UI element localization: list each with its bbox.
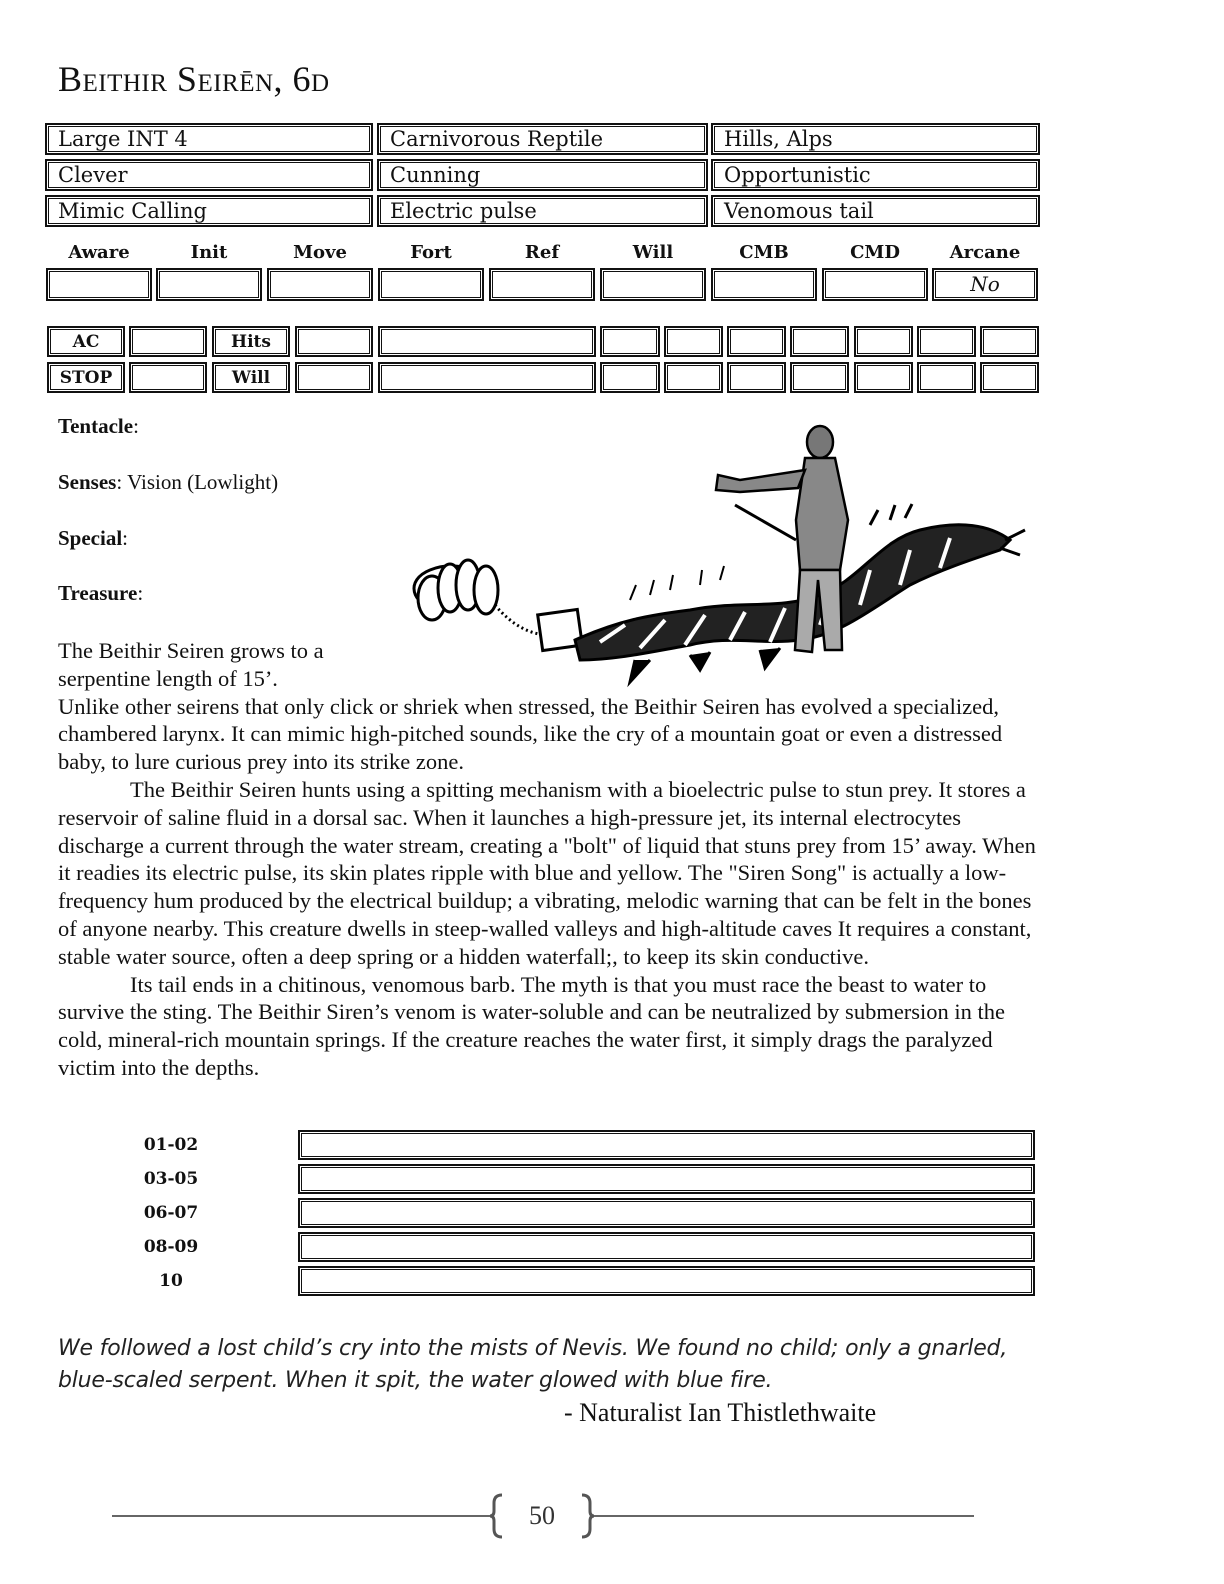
field-treasure-label: Treasure — [58, 581, 138, 605]
ac-value[interactable] — [129, 326, 207, 357]
hits-track-box[interactable] — [664, 326, 723, 357]
field-senses-label: Senses — [58, 470, 117, 494]
stat-value-cmd[interactable] — [822, 268, 928, 301]
will-track-box[interactable] — [980, 362, 1039, 393]
description-line-1: The Beithir Seiren grows to a — [58, 638, 324, 663]
info-ability-1: Mimic Calling — [45, 195, 373, 227]
field-senses-value: Vision (Lowlight) — [127, 470, 279, 494]
will-track-box[interactable] — [600, 362, 660, 393]
will-track-box[interactable] — [664, 362, 723, 393]
roll-entry-box[interactable] — [298, 1198, 1035, 1228]
info-trait-1: Clever — [45, 159, 373, 191]
info-type: Carnivorous Reptile — [377, 123, 708, 155]
roll-label: 10 — [159, 1271, 183, 1291]
field-special: Special: — [58, 526, 129, 550]
stat-label-move: Move — [293, 242, 347, 263]
field-senses: Senses: Vision (Lowlight) — [58, 470, 279, 494]
description-paragraph-1: Unlike other seirens that only click or shriek when stressed, the Beithir Seiren has evolved a specialized, chambered larynx. It can mimic high-pitched sounds, like the cry of a mountain goat or even a distressed baby, to lure curious prey into its strike zone. — [58, 693, 1003, 775]
will-track-box[interactable] — [854, 362, 913, 393]
will-track-box[interactable] — [790, 362, 849, 393]
stat-label-cmd: CMD — [850, 242, 900, 263]
will-value[interactable] — [295, 362, 373, 393]
info-terrain: Hills, Alps — [711, 123, 1040, 155]
hits-track-box[interactable] — [727, 326, 786, 357]
stat-label-fort: Fort — [410, 242, 452, 263]
info-ability-3: Venomous tail — [711, 195, 1040, 227]
will-label: Will — [212, 362, 290, 393]
field-tentacle: Tentacle: — [58, 414, 139, 438]
roll-entry-box[interactable] — [298, 1164, 1035, 1194]
hits-track-wide[interactable] — [378, 326, 596, 357]
quote-line-1: We followed a lost child’s cry into the mists of Nevis. We found no child; only a gnarled, — [58, 1336, 1008, 1361]
footer-rule-left — [112, 1515, 494, 1517]
stat-value-aware[interactable] — [46, 268, 152, 301]
stat-value-init[interactable] — [156, 268, 262, 301]
roll-entry-box[interactable] — [298, 1266, 1035, 1296]
stat-value-cmb[interactable] — [711, 268, 817, 301]
info-size-int: Large INT 4 — [45, 123, 373, 155]
roll-entry-box[interactable] — [298, 1232, 1035, 1262]
roll-label: 08-09 — [143, 1237, 199, 1257]
description-line-2: serpentine length of 15’. — [58, 665, 278, 691]
roll-entry-box[interactable] — [298, 1130, 1035, 1160]
stop-value[interactable] — [129, 362, 207, 393]
field-tentacle-label: Tentacle — [58, 414, 134, 438]
quote-line-2: blue-scaled serpent. When it spit, the water glowed with blue fire. — [58, 1368, 773, 1393]
stat-label-cmb: CMB — [739, 242, 789, 263]
stat-label-init: Init — [190, 242, 228, 263]
hits-label: Hits — [212, 326, 290, 357]
hits-track-box[interactable] — [600, 326, 660, 357]
hits-value[interactable] — [295, 326, 373, 357]
stat-value-fort[interactable] — [378, 268, 484, 301]
stat-value-arcane[interactable]: No — [932, 268, 1038, 301]
will-track-wide[interactable] — [378, 362, 596, 393]
field-special-label: Special — [58, 526, 123, 550]
info-trait-2: Cunning — [377, 159, 708, 191]
info-trait-3: Opportunistic — [711, 159, 1040, 191]
info-ability-2: Electric pulse — [377, 195, 708, 227]
roll-label: 03-05 — [143, 1169, 199, 1189]
stat-label-arcane: Arcane — [949, 242, 1021, 263]
field-treasure: Treasure: — [58, 581, 144, 605]
hits-track-box[interactable] — [917, 326, 976, 357]
footer-rule-right — [590, 1515, 974, 1517]
hits-track-box[interactable] — [980, 326, 1039, 357]
stat-label-will: Will — [632, 242, 674, 263]
hits-track-box[interactable] — [854, 326, 913, 357]
stat-label-ref: Ref — [524, 242, 560, 263]
stat-value-will[interactable] — [600, 268, 706, 301]
stat-label-aware: Aware — [68, 242, 130, 263]
stat-value-ref[interactable] — [489, 268, 595, 301]
stop-label: STOP — [47, 362, 125, 393]
page-number: 50 — [529, 1501, 555, 1530]
roll-label: 06-07 — [143, 1203, 199, 1223]
ac-label: AC — [47, 326, 125, 357]
quote-attribution: - Naturalist Ian Thistlethwaite — [564, 1398, 877, 1427]
stat-value-move[interactable] — [267, 268, 373, 301]
page-title: Beithir Seirēn, 6d — [58, 59, 330, 99]
hits-track-box[interactable] — [790, 326, 849, 357]
will-track-box[interactable] — [727, 362, 786, 393]
description-paragraph-2: The Beithir Seiren hunts using a spitting mechanism with a bioelectric pulse to stun prey. It stores a reservoir of saline fluid in a dorsal sac. When it launches a high-pressure jet, its internal electrocytes discharge a current through the water stream, creating a "bolt" of liquid that stuns prey from 15’ away. When it readies its electric pulse, its skin plates ripple with blue and yellow. The "Siren Song" is actually a low-frequency hum produced by the electrical buildup; a vibrating, melodic warning that can be felt in the bones of anyone nearby. This creature dwells in steep-walled valleys and high-altitude caves It requires a constant, stable water source, often a deep spring or a hidden waterfall;, to keep its skin conductive. — [58, 776, 1036, 969]
description-paragraph-3: Its tail ends in a chitinous, venomous barb. The myth is that you must race the beast to water to survive the sting. The Beithir Siren’s venom is water-soluble and can be neutralized by submersion in the cold, mineral-rich mountain springs. If the creature reaches the water first, it simply drags the paralyzed victim into the depths. — [58, 971, 1006, 1080]
roll-label: 01-02 — [143, 1135, 199, 1155]
description — [58, 637, 1038, 1082]
will-track-box[interactable] — [917, 362, 976, 393]
